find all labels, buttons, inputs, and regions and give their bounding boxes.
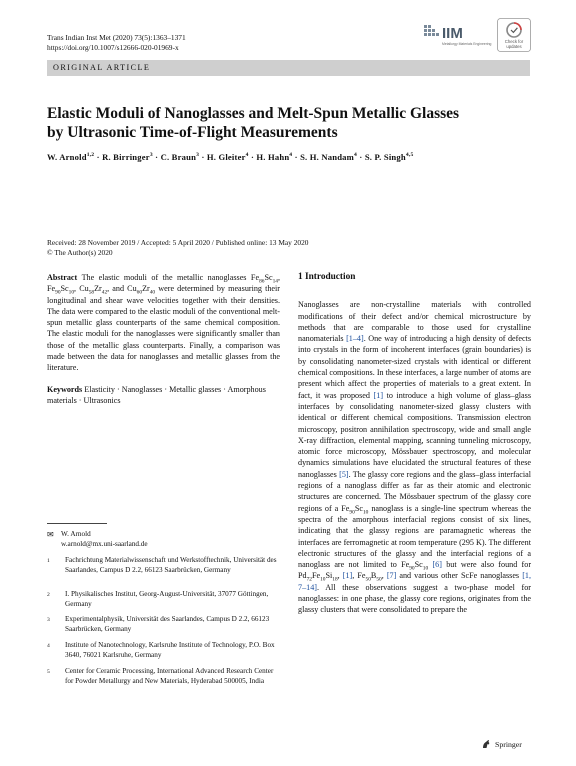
affiliation: 5 Center for Ceramic Processing, International Advanced Research Center for Powder Metallurgy and New Materials, Hyderabad 500005, India: [47, 667, 274, 685]
title-line-2: by Ultrasonic Time-of-Flight Measurements: [47, 124, 338, 141]
author[interactable]: S. H. Nandam$^4$: [300, 152, 358, 162]
journal-header: [47, 33, 186, 53]
citation-link[interactable]: [5]: [339, 469, 349, 479]
keywords: [47, 384, 280, 407]
corresponding-author: W. Arnold: [61, 530, 91, 538]
citation-link[interactable]: [6]: [432, 560, 442, 570]
affiliation: 2 I. Physikalisches Institut, Georg-August-Universität, 37077 Göttingen, Germany: [47, 590, 269, 608]
affiliation: 3 Experimentalphysik, Universität des Saarlandes, Campus D 2.2, 66123 Saarbrücken, Germany: [47, 615, 270, 633]
author[interactable]: C. Braun$^3$: [160, 152, 200, 162]
introduction-paragraph: Nanoglasses are non-crystalline materials with controlled modifications of their defect and/or chemical microstructure by methods that are comparable to those used for crystalline nanomaterials [1–4]. One way of introducing a high density of defects into crystals in the form of incoherent interfaces (grain boundaries) is by consolidating nanometer-sized crystals with identical or different chemical compositions. In these interfaces, a large number of atoms are present which affect the properties of materials to a great extent. In fact, it was proposed [1] to introduce a high volume of glass–glass interfaces by consolidating nanometer-sized glassy clusters with identical or different chemical compositions. Transmission electron microscopy, positron annihilation spectroscopy, wide and small angle X-ray diffraction, elemental mapping, scanning tunneling microscopy, atomic force microscopy, Mössbauer spectroscopy, and molecular dynamics simulations have elucidated the structural features of these nanoglasses [5]. The glassy core regions and the glass–glass interfacial regions of a nanoglass differ as far as their atomic and electronic structures are concerned. The Mössbauer spectrum of the glassy core regions of a $Fe_{90}Sc_{10}$ nanoglass is a single-line spectrum whereas the spectra of the amorphous interfacial regions consist of six lines, indicating that the glassy regions are paramagnetic whereas the interfaces are ferromagnetic at room temperature (295 K). The different electronic structures of the glassy and the interfacial regions of a nanoglass are not limited to $Fe_{90}Sc_{10}$ [6] but were also found for $Pd_{72}Fe_{10}Si_{18}$, [1], $Fe_{50}B_{50}$, [7] and various other ScFe nanoglasses [1, 7–14]. All these observations suggest a two-phase model for nanoglasses: in one phase, the glassy core regions, originates from the glassy clusters that were consolidated to prepare the: [298, 300, 532, 615]
check-text-1: Check for: [504, 39, 524, 44]
check-for-updates-badge[interactable]: [497, 18, 531, 52]
keywords-text: Elasticity · Nanoglasses · Metallic glasses · Amorphous materials · Ultrasonics: [47, 384, 266, 405]
iim-logo: [422, 21, 492, 51]
publisher-name: Springer: [495, 739, 522, 749]
springer-horse-icon: [481, 739, 491, 749]
citation-link[interactable]: [1]: [342, 571, 353, 581]
article-type: ORIGINAL ARTICLE: [53, 63, 151, 72]
copyright-line: © The Author(s) 2020: [47, 248, 113, 257]
footnote-divider: [47, 523, 107, 524]
author[interactable]: H. Hahn$^4$: [256, 152, 293, 162]
author[interactable]: W. Arnold$^{1,2}$: [47, 152, 95, 162]
citation-link[interactable]: [1, 7–14]: [298, 571, 531, 592]
correspondence: [47, 530, 280, 549]
title-line-1: Elastic Moduli of Nanoglasses and Melt-Spun Metallic Glasses: [47, 105, 460, 122]
affiliation: 4 Institute of Nanotechnology, Karlsruhe Institute of Technology, P.O. Box 3640, 76021 Karlsruhe, Germany: [47, 641, 275, 659]
dates-line: Received: 28 November 2019 / Accepted: 5 April 2020 / Published online: 13 May 2020: [47, 238, 309, 247]
journal-citation: Trans Indian Inst Met (2020) 73(5):1363–1371: [47, 33, 186, 42]
citation-link[interactable]: [1]: [373, 390, 384, 400]
keywords-label: Keywords: [47, 384, 83, 394]
left-column: [47, 272, 280, 406]
author-list: W. Arnold$^{1,2}$ · R. Birringer$^3$ · C. Braun$^3$ · H. Gleiter$^4$ · H. Hahn$^4$ · S. H. Nandam$^4$ · S. P. Singh$^{4,5}$: [47, 152, 414, 162]
author[interactable]: R. Birringer$^3$: [102, 152, 153, 162]
envelope-icon: ✉: [47, 530, 54, 539]
author[interactable]: H. Gleiter$^4$: [206, 152, 249, 162]
right-column: [298, 272, 531, 616]
section-title-introduction: 1 Introduction: [298, 272, 356, 282]
article-title: [47, 104, 530, 142]
publisher-footer: [481, 739, 522, 749]
article-type-band: [47, 60, 530, 76]
check-text-2: updates: [506, 44, 522, 49]
abstract: Abstract The elastic moduli of the metallic nanoglasses $Fe_{86}Sc_{14}$, $Fe_{90}Sc_{10}$, $Cu_{58}Zr_{42}$, and $Cu_{60}Zr_{40}$ were determined by measuring their longitudinal and shear wave velocities together with their densities. The data were compared to the elastic moduli of the conventional melt-spun metallic glass counterparts of the same chemical composition. The elastic moduli for the nanoglasses were significantly smaller than those of the metallic glass counterparts. Finally, a comparison was made between the data for nanoglasses and metallic glasses from the literature.: [47, 273, 281, 373]
doi-link[interactable]: https://doi.org/10.1007/s12666-020-01969-x: [47, 43, 179, 52]
affiliation: 1 Fachrichtung Materialwissenschaft und Werkstofftechnik, Universität des Saarlandes, Campus D 2.2, 66123 Saarbrücken, Germany: [47, 556, 277, 574]
iim-logo-text: IIM: [442, 25, 463, 42]
abstract-label: Abstract: [47, 273, 78, 282]
citation-link[interactable]: [1–4]: [346, 334, 364, 344]
author[interactable]: S. P. Singh$^{4,5}$: [364, 152, 414, 162]
corresponding-email[interactable]: w.arnold@mx.uni-saarland.de: [61, 539, 148, 548]
citation-link[interactable]: [7]: [386, 571, 397, 581]
iim-logo-subtext: Metallurgy Materials Engineering: [442, 42, 492, 46]
publication-dates: [47, 238, 530, 258]
